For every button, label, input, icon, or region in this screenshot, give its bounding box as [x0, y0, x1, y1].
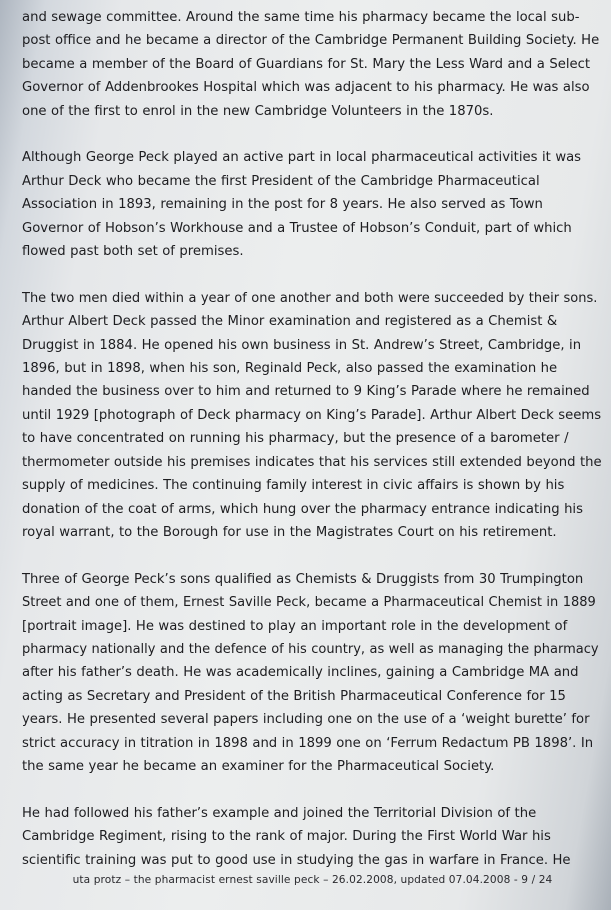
text-line: [portrait image]. He was destined to play an important role in the development of [22, 618, 568, 634]
paragraph-civic-roles [22, 6, 602, 123]
paragraph-ernest-saville-peck [22, 568, 602, 779]
text-line: and sewage committee. Around the same time his pharmacy became the local sub- [22, 10, 580, 25]
text-line: flowed past both set of premises. [22, 244, 244, 260]
text-line: pharmacy nationally and the defence of his country, as well as managing the pharmacy [22, 641, 599, 657]
document-body [22, 6, 602, 872]
paragraph-arthur-deck [22, 146, 602, 263]
text-line: Governor of Addenbrookes Hospital which was adjacent to his pharmacy. He was also [22, 80, 590, 96]
text-line: became a member of the Board of Guardians for St. Mary the Less Ward and a Select [22, 56, 591, 72]
text-line: Governor of Hobson’s Workhouse and a Trustee of Hobson’s Conduit, part of which [22, 220, 572, 236]
text-line: Three of George Peck’s sons qualified as Chemists & Druggists from 30 Trumpington [22, 571, 584, 587]
text-line: scientific training was put to good use in studying the gas in warfare in France. He [22, 852, 571, 868]
text-line: to have concentrated on running his pharmacy, but the presence of a barometer / [22, 431, 569, 447]
paragraph-succession [22, 287, 602, 544]
text-line: Association in 1893, remaining in the post for 8 years. He also served as Town [22, 197, 543, 213]
text-line: Druggist in 1884. He opened his own business in St. Andrew’s Street, Cambridge, in [22, 337, 582, 353]
text-line: Street and one of them, Ernest Saville Peck, became a Pharmaceutical Chemist in 1889 [22, 595, 596, 611]
text-line: after his father’s death. He was academically inclines, gaining a Cambridge MA and [22, 665, 579, 681]
paragraph-gap [22, 263, 602, 286]
text-line: donation of the coat of arms, which hung over the pharmacy entrance indicating his [22, 501, 583, 517]
text-line: the same year he became an examiner for the Pharmaceutical Society. [22, 758, 495, 774]
text-line: until 1929 [photograph of Deck pharmacy on King’s Parade]. Arthur Albert Deck seems [22, 407, 602, 423]
text-line: supply of medicines. The continuing family interest in civic affairs is shown by his [22, 478, 565, 494]
text-line: Arthur Deck who became the first President of the Cambridge Pharmaceutical [22, 173, 540, 189]
text-line: thermometer outside his premises indicates that his services still extended beyond the [22, 454, 602, 470]
text-line: The two men died within a year of one another and both were succeeded by their sons. [22, 290, 598, 306]
text-line: Arthur Albert Deck passed the Minor examination and registered as a Chemist & [22, 314, 558, 330]
text-line: 1896, but in 1898, when his son, Reginald Peck, also passed the examination he [22, 361, 558, 377]
text-line: He had followed his father’s example and joined the Territorial Division of the [22, 805, 537, 821]
text-line: post office and he became a director of the Cambridge Permanent Building Society. He [22, 33, 600, 49]
page-footer: uta protz – the pharmacist ernest saville peck – 26.02.2008, updated 07.04.2008 - 9 / 24 [72, 874, 553, 886]
text-line: royal warrant, to the Borough for use in the Magistrates Court on his retirement. [22, 524, 557, 540]
text-line: handed the business over to him and returned to 9 King’s Parade where he remained [22, 384, 590, 400]
text-line: one of the first to enrol in the new Cambridge Volunteers in the 1870s. [22, 103, 494, 119]
text-line: Although George Peck played an active part in local pharmaceutical activities it was [22, 150, 582, 166]
text-line: strict accuracy in titration in 1898 and in 1899 one on ‘Ferrum Redactum PB 1898’. In [22, 735, 594, 751]
paragraph-territorial-division [22, 802, 602, 872]
text-line: Cambridge Regiment, rising to the rank of major. During the First World War his [22, 829, 551, 845]
text-line: years. He presented several papers including one on the use of a ‘weight burette’ for [22, 712, 590, 728]
paragraph-gap [22, 544, 602, 567]
paragraph-gap [22, 123, 602, 146]
text-line: acting as Secretary and President of the British Pharmaceutical Conference for 15 [22, 688, 566, 704]
paragraph-gap [22, 778, 602, 801]
